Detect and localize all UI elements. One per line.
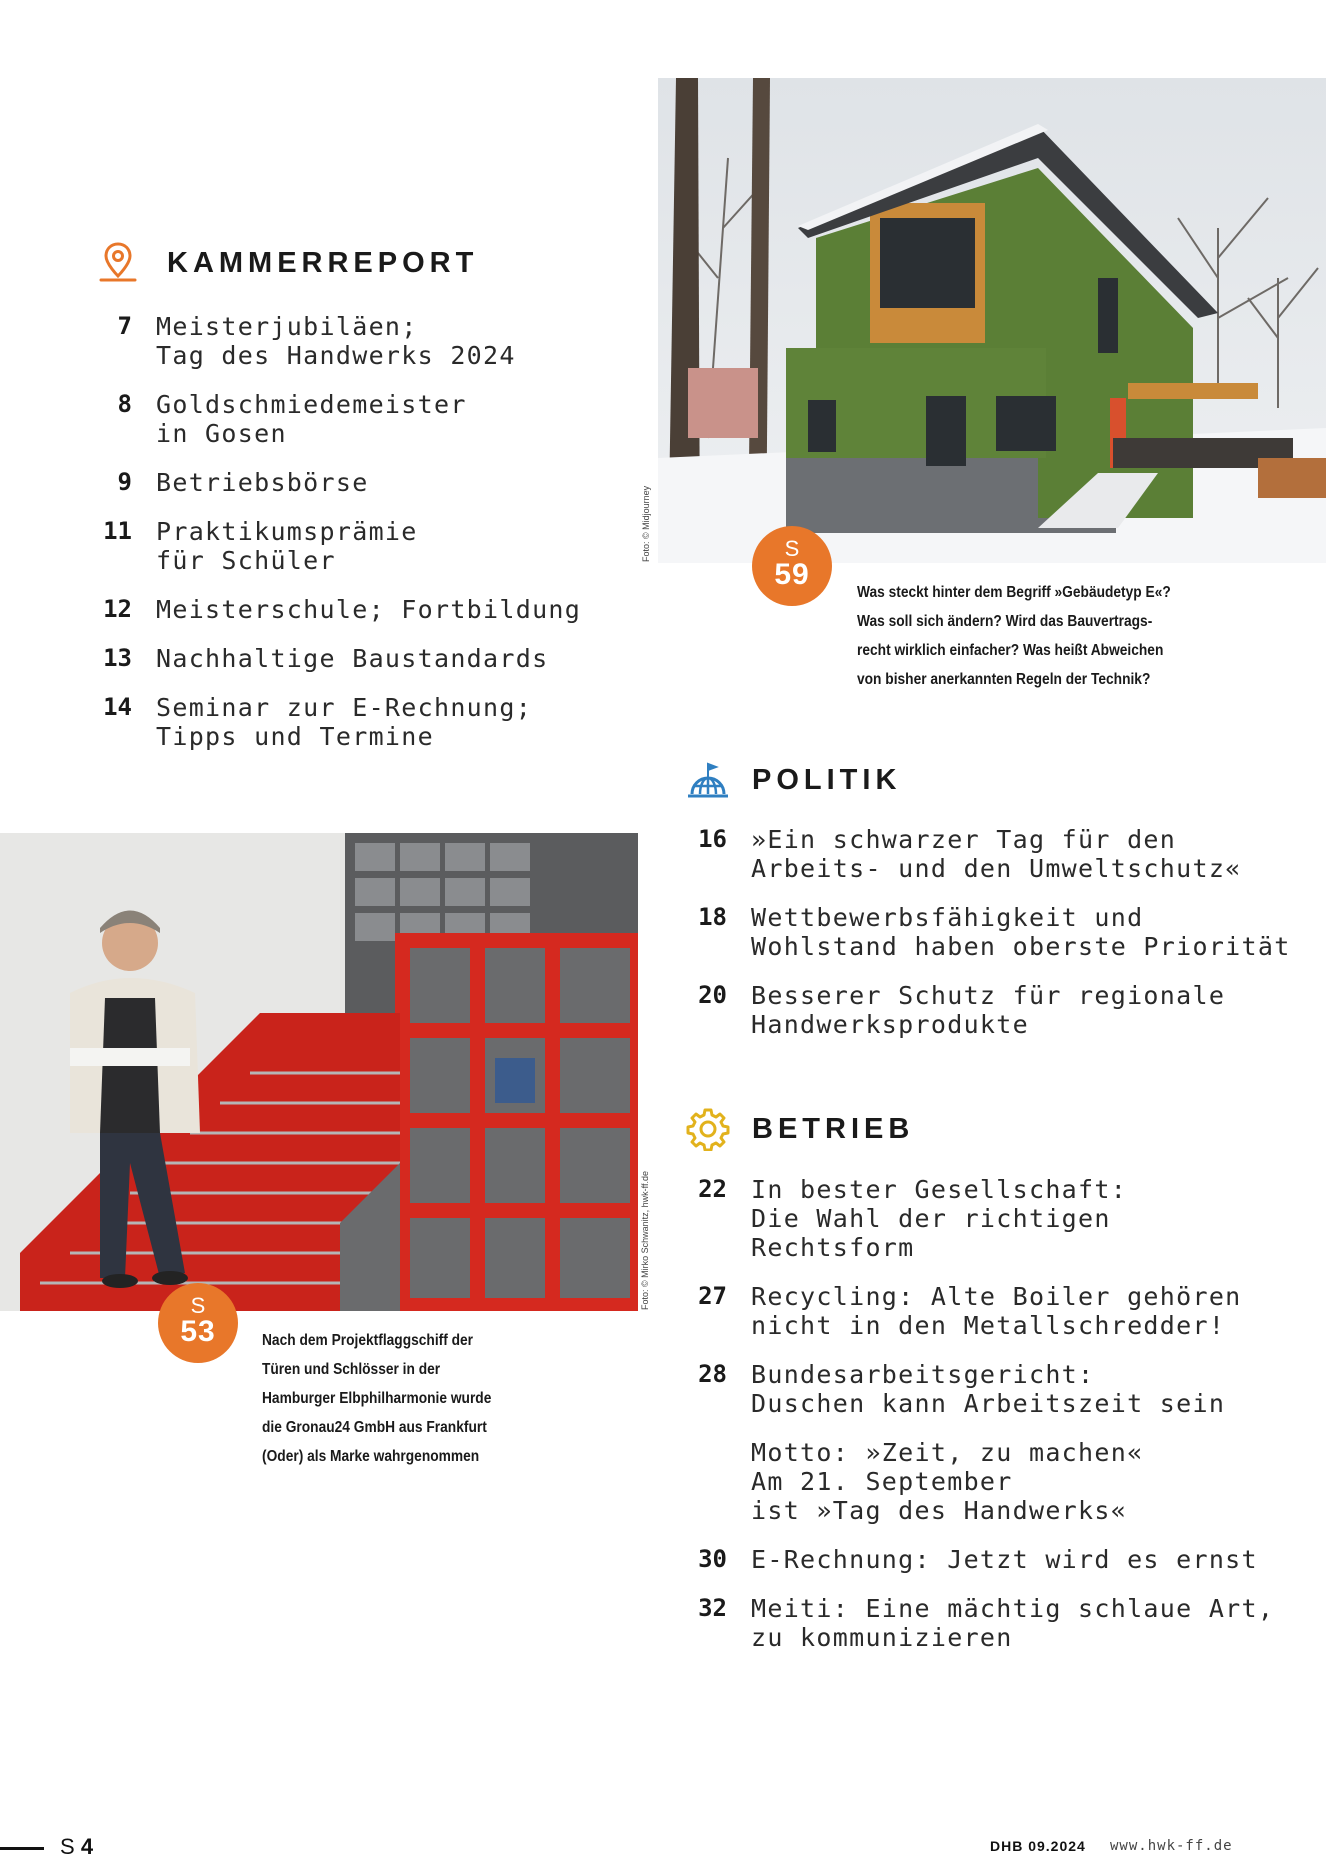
toc-page-number: 7: [117, 312, 132, 340]
toc-item[interactable]: [88, 312, 648, 370]
toc-title: Praktikumsprämie für Schüler: [156, 517, 418, 575]
toc-item[interactable]: [675, 825, 1325, 883]
betrieb-list: [675, 1175, 1325, 1672]
person-caption: Nach dem Projektflaggschiff der Türen und Schlösser in der Hamburger Elbphilharmonie wurde die Gronau24 GmbH aus Frankfurt (Oder) als Marke wahrgenommen: [262, 1332, 492, 1465]
toc-page-number: 12: [103, 595, 132, 623]
page-badge-53[interactable]: S 53: [158, 1283, 238, 1363]
toc-title: Goldschmiedemeister in Gosen: [156, 390, 467, 448]
toc-title: Meiti: Eine mächtig schlaue Art, zu kommunizieren: [751, 1594, 1275, 1652]
toc-page-number: 28: [698, 1360, 727, 1388]
toc-title: E-Rechnung: Jetzt wird es ernst: [751, 1545, 1258, 1574]
toc-item[interactable]: [88, 595, 648, 624]
toc-title: Motto: »Zeit, zu machen« Am 21. September ist »Tag des Handwerks«: [751, 1438, 1144, 1525]
toc-title: Bundesarbeitsgericht: Duschen kann Arbeitszeit sein: [751, 1360, 1226, 1418]
toc-item[interactable]: [88, 644, 648, 673]
toc-item[interactable]: [675, 1438, 1325, 1525]
toc-page-number: 22: [698, 1175, 727, 1203]
toc-item[interactable]: [675, 1545, 1325, 1574]
toc-item[interactable]: [675, 1282, 1325, 1340]
toc-item[interactable]: [88, 517, 648, 575]
toc-title: In bester Gesellschaft: Die Wahl der richtigen Rechtsform: [751, 1175, 1128, 1262]
toc-page-number: 30: [698, 1545, 727, 1573]
parliament-dome-icon: [686, 758, 730, 802]
page-badge-59[interactable]: S 59: [752, 526, 832, 606]
location-pin-icon: [95, 240, 141, 286]
toc-page-number: 20: [698, 981, 727, 1009]
toc-title: Besserer Schutz für regionale Handwerksprodukte: [751, 981, 1226, 1039]
website-link[interactable]: www.hwk-ff.de: [1110, 1838, 1233, 1854]
toc-page-number: 13: [103, 644, 132, 672]
toc-page-number: 14: [103, 693, 132, 721]
issue-label: DHB 09.2024: [990, 1838, 1086, 1854]
house-photo-credit: Foto: © Midjourney: [641, 485, 651, 562]
politik-header: [686, 758, 901, 802]
house-photo: [658, 78, 1326, 563]
page-footer: [0, 1825, 1326, 1875]
kammerreport-title: KAMMERREPORT: [167, 246, 479, 279]
toc-page-number: 32: [698, 1594, 727, 1622]
betrieb-header: [686, 1107, 914, 1151]
toc-page-number: 27: [698, 1282, 727, 1310]
toc-page-number: 8: [117, 390, 132, 418]
toc-item[interactable]: [675, 981, 1325, 1039]
toc-title: Recycling: Alte Boiler gehören nicht in den Metallschredder!: [751, 1282, 1242, 1340]
kammerreport-list: [88, 312, 648, 771]
betrieb-title: BETRIEB: [752, 1112, 915, 1145]
toc-title: Nachhaltige Baustandards: [156, 644, 549, 673]
toc-title: Seminar zur E-Rechnung; Tipps und Termine: [156, 693, 533, 751]
toc-item[interactable]: [88, 693, 648, 751]
person-photo: [0, 833, 638, 1311]
toc-title: Betriebsbörse: [156, 468, 369, 497]
toc-title: Wettbewerbsfähigkeit und Wohlstand haben oberste Priorität: [751, 903, 1291, 961]
person-photo-credit: Foto: © Mirko Schwanitz, hwk-ff.de: [640, 1170, 650, 1310]
toc-page-number: 16: [698, 825, 727, 853]
page-number: S 4: [60, 1834, 94, 1859]
toc-page-number: 11: [103, 517, 132, 545]
toc-item[interactable]: [675, 1175, 1325, 1262]
politik-list: [675, 825, 1325, 1059]
toc-item[interactable]: [675, 1594, 1325, 1652]
toc-page-number: 18: [698, 903, 727, 931]
house-caption: Was steckt hinter dem Begriff »Gebäudetyp E«? Was soll sich ändern? Wird das Bauvertrags- recht wirklich einfacher? Was heißt Abweichen von bisher anerkannten Regeln der Technik?: [857, 584, 1171, 688]
politik-title: POLITIK: [752, 763, 902, 796]
toc-title: »Ein schwarzer Tag für den Arbeits- und den Umweltschutz«: [751, 825, 1242, 883]
toc-item[interactable]: [675, 903, 1325, 961]
toc-item[interactable]: [88, 390, 648, 448]
toc-title: Meisterschule; Fortbildung: [156, 595, 582, 624]
toc-title: Meisterjubiläen; Tag des Handwerks 2024: [156, 312, 516, 370]
toc-page-number: 9: [117, 468, 132, 496]
toc-item[interactable]: [675, 1360, 1325, 1418]
gear-icon: [686, 1107, 730, 1151]
footer-rule: [0, 1847, 44, 1850]
toc-item[interactable]: [88, 468, 648, 497]
kammerreport-header: [95, 240, 478, 286]
